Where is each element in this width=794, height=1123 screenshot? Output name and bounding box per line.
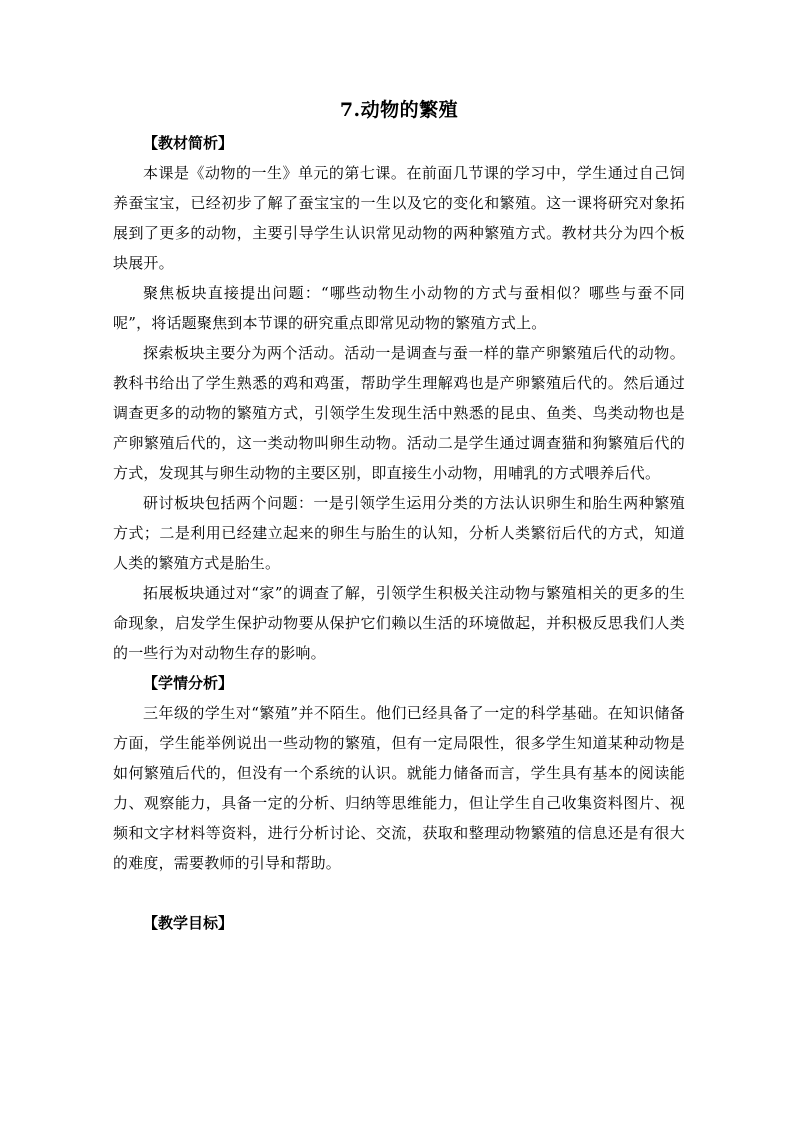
section-heading: 【教材简析】 bbox=[143, 134, 234, 152]
section-heading: 【学情分析】 bbox=[143, 674, 234, 692]
section-student-analysis bbox=[113, 668, 685, 878]
section-teaching-goals bbox=[113, 908, 685, 938]
paragraph: 本课是《动物的一生》单元的第七课。在前面几节课的学习中，学生通过自己饲养蚕宝宝，已经初步了解了蚕宝宝的一生以及它的变化和繁殖。这一课将研究对象拓展到了更多的动物，主要引导学生认识常见动物的两种繁殖方式。教材共分为四个板块展开。 bbox=[113, 164, 685, 272]
paragraph: 探索板块主要分为两个活动。活动一是调查与蚕一样的靠产卵繁殖后代的动物。教科书给出了学生熟悉的鸡和鸡蛋，帮助学生理解鸡也是产卵繁殖后代的。然后通过调查更多的动物的繁殖方式，引领学生发现生活中熟悉的昆虫、鱼类、鸟类动物也是产卵繁殖后代的，这一类动物叫卵生动物。活动二是学生通过调查猫和狗繁殖后代的方式，发现其与卵生动物的主要区别，即直接生小动物，用哺乳的方式喂养后代。 bbox=[113, 344, 685, 482]
document-title: 7.动物的繁殖 bbox=[339, 99, 459, 121]
paragraph: 研讨板块包括两个问题：一是引领学生运用分类的方法认识卵生和胎生两种繁殖方式；二是利用已经建立起来的卵生与胎生的认知，分析人类繁衍后代的方式，知道人类的繁殖方式是胎生。 bbox=[113, 494, 685, 572]
section-textbook-analysis bbox=[113, 128, 685, 668]
blank-line bbox=[113, 878, 685, 908]
paragraph: 三年级的学生对“繁殖”并不陌生。他们已经具备了一定的科学基础。在知识储备方面，学生能举例说出一些动物的繁殖，但有一定局限性，很多学生知道某种动物是如何繁殖后代的，但没有一个系统的认识。就能力储备而言，学生具有基本的阅读能力、观察能力，具备一定的分析、归纳等思维能力，但让学生自己收集资料图片、视频和文字材料等资料，进行分析讨论、交流，获取和整理动物繁殖的信息还是有很大的难度，需要教师的引导和帮助。 bbox=[113, 704, 685, 872]
paragraph: 拓展板块通过对“家”的调查了解，引领学生积极关注动物与繁殖相关的更多的生命现象，启发学生保护动物要从保护它们赖以生活的环境做起，并积极反思我们人类的一些行为对动物生存的影响。 bbox=[113, 584, 685, 662]
paragraph: 聚焦板块直接提出问题：“哪些动物生小动物的方式与蚕相似？哪些与蚕不同呢”，将话题聚焦到本节课的研究重点即常见动物的繁殖方式上。 bbox=[113, 284, 685, 332]
section-heading: 【教学目标】 bbox=[143, 914, 234, 932]
document-content bbox=[113, 96, 685, 938]
